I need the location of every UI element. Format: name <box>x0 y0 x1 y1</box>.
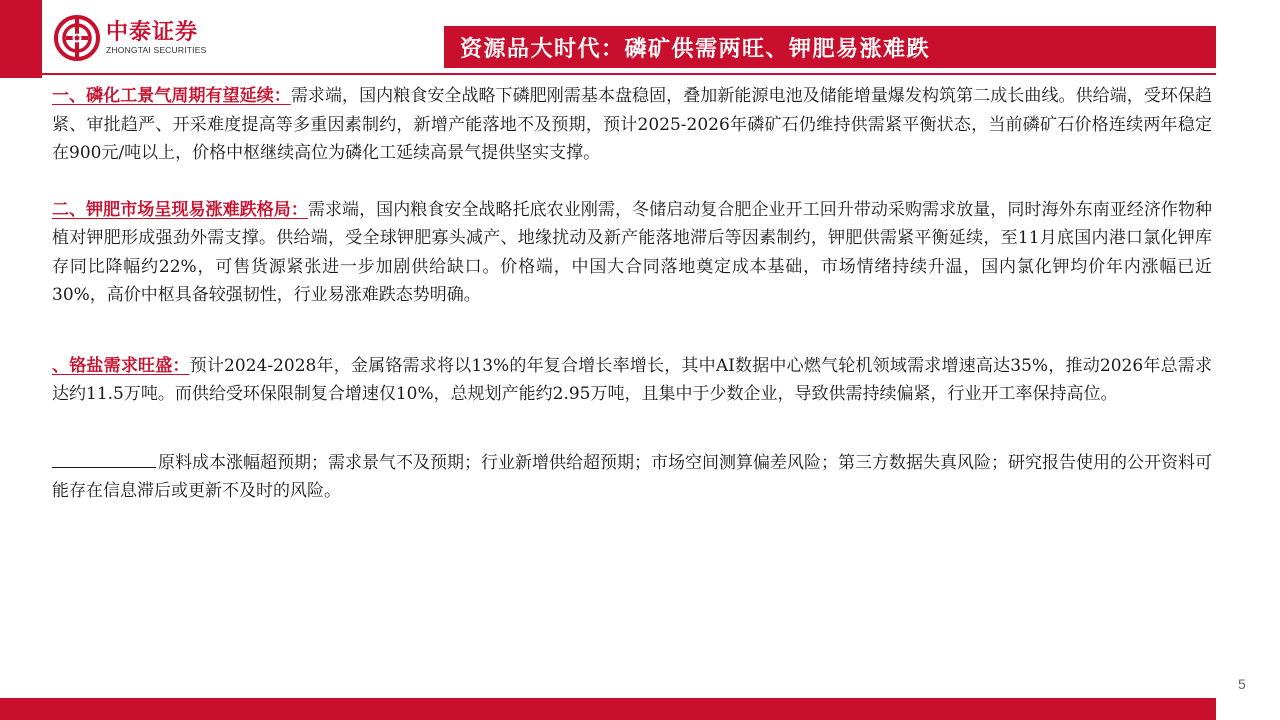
section-body: 预计2024-2028年，金属铬需求将以13%的年复合增长率增长，其中AI数据中心燃气轮机领域需求增速高达35%，推动2026年总需求达约11.5万吨。而供给受环保限制复合增速仅10%，总规划产能约2.95万吨，且集中于少数企业，导致供需持续偏紧，行业开工率保持高位。 <box>52 355 1212 404</box>
header-divider <box>42 73 1216 75</box>
section-phosphate <box>52 82 1212 168</box>
brand-name-cn: 中泰证券 <box>106 19 199 45</box>
risk-body: 原料成本涨幅超预期；需求景气不及预期；行业新增供给超预期；市场空间测算偏差风险；第三方数据失真风险；研究报告使用的公开资料可能存在信息滞后或更新不及时的风险。 <box>52 452 1212 501</box>
brand-name-en: ZHONGTAI SECURITIES <box>106 44 207 55</box>
section-heading: 、铬盐需求旺盛： <box>52 355 190 376</box>
risk-heading-underline <box>52 466 156 468</box>
section-potash <box>52 196 1212 310</box>
logo-text <box>106 21 206 56</box>
footer-bar <box>0 698 1216 720</box>
brand-logo <box>54 14 206 62</box>
section-body: 需求端，国内粮食安全战略下磷肥刚需基本盘稳固，叠加新能源电池及储能增量爆发构筑第二成长曲线。供给端，受环保趋紧、审批趋严、开采难度提高等多重因素制约，新增产能落地不及预期，预计2025-2026年磷矿石仍维持供需紧平衡状态，当前磷矿石价格连续两年稳定在900元/吨以上，价格中枢继续高位为磷化工延续高景气提供坚实支撑。 <box>52 86 1213 163</box>
risk-disclosure <box>52 449 1212 506</box>
section-body: 需求端，国内粮食安全战略托底农业刚需，冬储启动复合肥企业开工回升带动采购需求放量，同时海外东南亚经济作物种植对钾肥形成强劲外需支撑。供给端，受全球钾肥寡头减产、地缘扰动及新产能落地滞后等因素制约，钾肥供需紧平衡延续，至11月底国内港口氯化钾库存同比降幅约22%，可售货源紧张进一步加剧供给缺口。价格端，中国大合同落地奠定成本基础，市场情绪持续升温，国内氯化钾均价年内涨幅已近 30%，高价中枢具备较强韧性，行业易涨难跌态势明确。 <box>52 199 1213 305</box>
page-number: 5 <box>1238 676 1246 692</box>
title-bar <box>444 26 1216 68</box>
section-chromium <box>52 352 1212 409</box>
slide-content <box>52 82 1212 506</box>
section-heading: 二、钾肥市场呈现易涨难跌格局： <box>52 199 308 220</box>
zhongtai-logo-icon <box>54 15 100 61</box>
slide-title: 资源品大时代：磷矿供需两旺、钾肥易涨难跌 <box>460 36 931 62</box>
section-heading: 一、磷化工景气周期有望延续： <box>52 86 291 106</box>
left-accent-bar <box>0 0 42 78</box>
